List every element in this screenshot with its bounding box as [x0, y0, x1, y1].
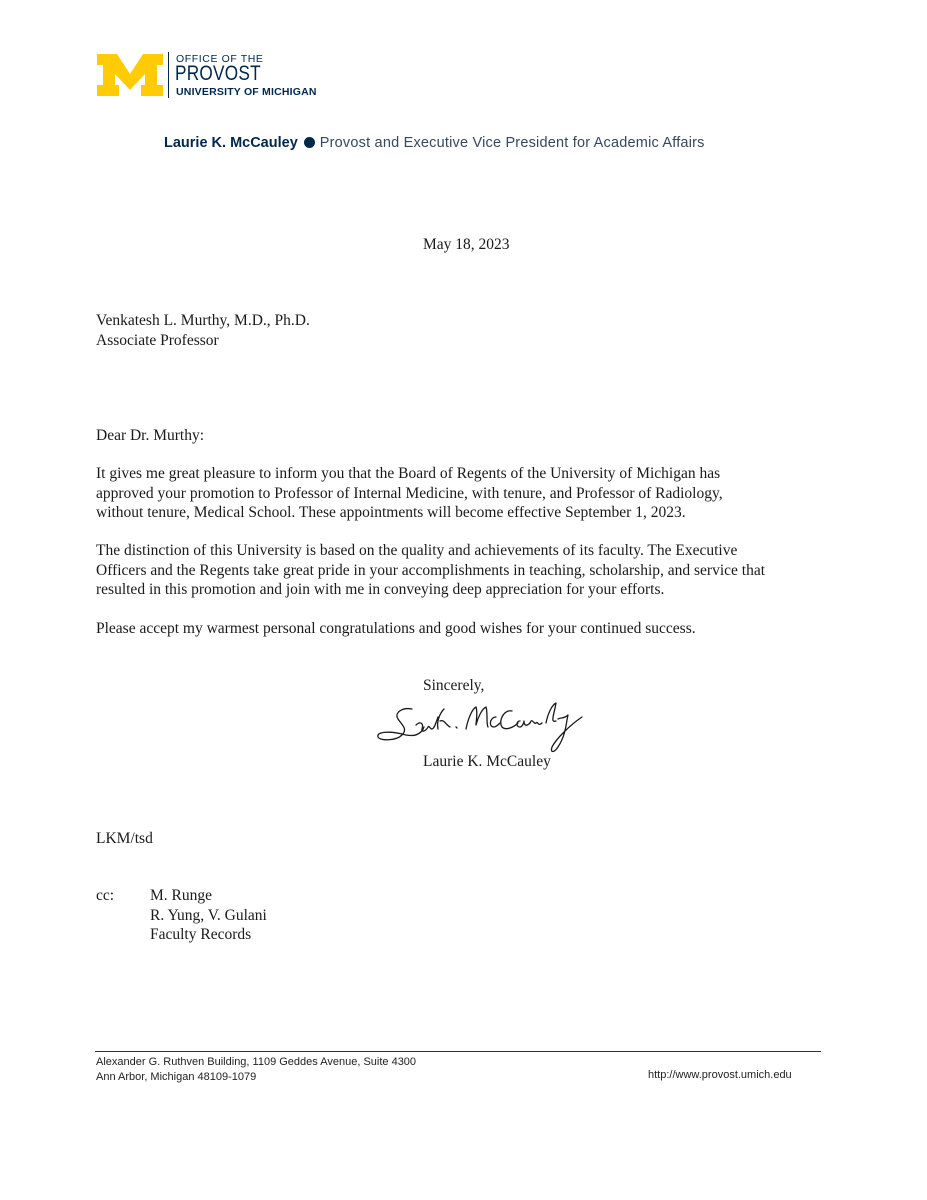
footer-address-line: Ann Arbor, Michigan 48109-1079: [96, 1070, 257, 1083]
office-of-the-label: OFFICE OF THE: [176, 53, 264, 65]
signer-name: Laurie K. McCauley: [423, 753, 551, 770]
typist-initials: LKM/tsd: [96, 830, 153, 847]
university-label: UNIVERSITY OF MICHIGAN: [176, 86, 317, 98]
university-of-michigan-block-m-logo: [95, 52, 165, 98]
paragraph-line: Officers and the Regents take great pride in your accomplishments in teaching, scholarship, and service that: [96, 561, 766, 579]
cc-recipient: Faculty Records: [150, 926, 252, 943]
provost-label: PROVOST: [175, 62, 261, 85]
paragraph-3: [96, 619, 696, 639]
paragraph-1: [96, 464, 723, 523]
recipient-name: Venkatesh L. Murthy, M.D., Ph.D.: [96, 312, 310, 329]
footer-divider: [95, 1051, 821, 1052]
logo-divider: [168, 52, 169, 98]
provost-title: Provost and Executive Vice President for Academic Affairs: [319, 135, 705, 151]
letter-date: May 18, 2023: [423, 236, 510, 253]
footer-address-line: Alexander G. Ruthven Building, 1109 Geddes Avenue, Suite 4300: [96, 1056, 417, 1068]
recipient-title: Associate Professor: [96, 331, 219, 349]
paragraph-line: Please accept my warmest personal congratulations and good wishes for your continued success.: [96, 620, 696, 637]
paragraph-line: approved your promotion to Professor of Internal Medicine, with tenure, and Professor of Radiology,: [96, 484, 723, 502]
closing: Sincerely,: [423, 677, 485, 694]
cc-recipient: R. Yung, V. Gulani: [150, 906, 267, 924]
salutation: Dear Dr. Murthy:: [96, 427, 205, 444]
recipient-block: [96, 311, 310, 350]
cc-label: cc:: [96, 887, 115, 904]
provost-name: Laurie K. McCauley: [164, 135, 298, 151]
paragraph-line: It gives me great pleasure to inform you that the Board of Regents of the University of Michigan has: [96, 465, 721, 482]
paragraph-line: The distinction of this University is based on the quality and achievements of its faculty. The Executive: [96, 542, 738, 559]
paragraph-line: without tenure, Medical School. These appointments will become effective September 1, 2023.: [96, 504, 686, 521]
footer-website-link[interactable]: http://www.provost.umich.edu: [648, 1069, 792, 1081]
cc-list: [150, 886, 267, 945]
letterhead-header: [164, 135, 705, 151]
paragraph-line: resulted in this promotion and join with me in conveying deep appreciation for your efforts.: [96, 581, 665, 598]
bullet-dot-icon: [304, 137, 315, 148]
paragraph-2: [96, 541, 765, 600]
cc-recipient: M. Runge: [150, 887, 212, 904]
footer-address: [96, 1055, 416, 1084]
